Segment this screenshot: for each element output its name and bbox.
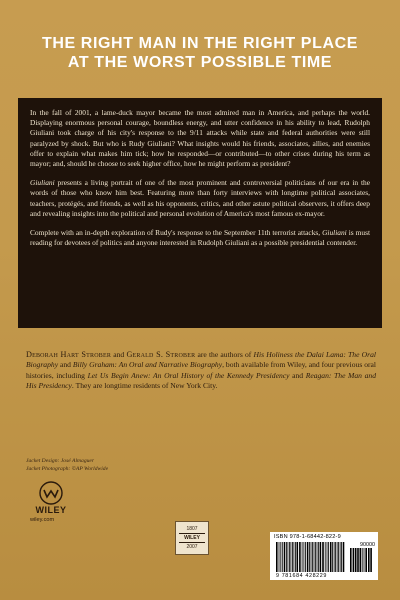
seal-year-end: 2007 [186, 544, 198, 550]
description-panel [18, 98, 382, 328]
barcode-stripe [280, 542, 281, 572]
bio-text: and [289, 370, 306, 380]
barcode-stripe [291, 542, 292, 572]
book-title: Reagan: The Man and His Presidency [26, 370, 376, 391]
barcode-stripe [304, 542, 305, 572]
barcode-stripe [299, 542, 301, 572]
price-code: 90000 [360, 542, 375, 548]
jacket-photo-credit: Jacket Photograph: ©AP Worldwide [26, 465, 109, 472]
bio-text: and [58, 360, 73, 370]
wiley-logo-icon [26, 481, 76, 515]
book-title: Giuliani [30, 178, 55, 188]
tagline [10, 34, 390, 72]
bio-text: are the authors of [195, 350, 254, 359]
barcode-stripe [337, 542, 338, 572]
barcode-stripe [314, 542, 315, 572]
barcode-stripe [322, 542, 324, 572]
barcode-stripe [350, 548, 352, 572]
seal-year-start: 1807 [186, 526, 198, 532]
barcode-stripe [360, 548, 362, 572]
author-bio [26, 350, 376, 392]
book-title: His Holiness the Dalai Lama: The Oral Biography [26, 350, 376, 370]
description-paragraph-3 [30, 228, 370, 248]
barcode-box [270, 532, 378, 580]
barcode-stripe [355, 548, 357, 572]
book-title: Giuliani [322, 228, 347, 238]
barcode-stripe [338, 542, 339, 572]
barcode-stripe [362, 548, 363, 572]
barcode-stripe [328, 542, 329, 572]
barcode-stripe [289, 542, 290, 572]
barcode-stripe [332, 542, 333, 572]
barcode-stripe [279, 542, 280, 572]
jacket-design-credit: Jacket Design: José Almaguer [26, 458, 95, 464]
barcode-stripe [311, 542, 312, 572]
bio-text: . They are longtime residents of New York City. [71, 381, 218, 391]
barcode-stripe [294, 542, 295, 572]
barcode-stripe [307, 542, 309, 572]
ean-number: 9 781684 428229 [276, 573, 327, 579]
barcode-stripe [327, 542, 328, 572]
ean-barcode-bars [276, 542, 346, 572]
barcode-stripe [365, 548, 367, 572]
barcode-stripe [320, 542, 322, 572]
book-title: Billy Graham: An Oral and Narrative Biography [72, 360, 223, 370]
barcode-stripe [315, 542, 316, 572]
barcode-stripe [288, 542, 289, 572]
description-paragraph-1: In the fall of 2001, a lame-duck mayor became the most admired man in America, and perhaps the world. Displaying enormous personal courage, boundless energy, and utter confidence in his ability to lead, Rudolph Giuliani took charge of his city's response to the 9/11 attacks while state and federal authorities were still paralyzed by shock. But who is Rudy Giuliani? What insights would his friends, associates, allies, and enemies offer to explain what makes him tick; how he responded—or contributed—to other crises during his term as mayor; and, should he choose to seek higher office, how he might perform as president? [30, 108, 370, 169]
barcode-stripe [297, 542, 299, 572]
seal-divider [179, 533, 205, 534]
barcode-stripe [302, 542, 303, 572]
barcode-stripe [341, 542, 342, 572]
description-text: Complete with an in-depth exploration of Rudy's response to the September 11th terrorist attacks, [30, 228, 323, 238]
seal-name: WILEY [184, 535, 200, 541]
barcode-stripe [318, 542, 319, 572]
barcode-stripe [370, 548, 372, 572]
barcode-stripe [334, 542, 335, 572]
barcode-stripe [325, 542, 326, 572]
seal-divider [179, 542, 205, 543]
isbn-text: ISBN 978-1-68442-822-9 [274, 534, 341, 540]
barcode-stripe [292, 542, 293, 572]
tagline-line-2: AT THE WORST POSSIBLE TIME [67, 54, 333, 71]
barcode-stripe [343, 542, 345, 572]
jacket-credits [26, 458, 226, 473]
author-name: Gerald S. Strober [126, 350, 196, 359]
bio-text: and [111, 350, 127, 359]
addon-barcode-bars [350, 548, 372, 572]
barcode-stripe [335, 542, 336, 572]
description-text: presents a living portrait of one of the most prominent and controversial politicians of our era in the words of those who know him best. Featuring more than forty interviews with longtime political associates, teachers, protégés, and friends, as well as his opponents, critics, and other astute political observers, it offers deep and revealing insights into the political and personal evolution of America's most famous ex-mayor. [30, 178, 370, 218]
tagline-line-1: THE RIGHT MAN IN THE RIGHT PLACE [41, 35, 359, 52]
barcode-stripe [309, 542, 310, 572]
description-paragraph-2 [30, 178, 370, 219]
barcode-stripe [330, 542, 332, 572]
barcode-stripe [317, 542, 318, 572]
barcode-stripe [295, 542, 296, 572]
publisher-url: wiley.com [30, 517, 55, 523]
author-name: Deborah Hart Strober [26, 350, 112, 359]
barcode-stripe [353, 548, 355, 572]
barcode-stripe [340, 542, 341, 572]
barcode-stripe [364, 548, 365, 572]
barcode-stripe [312, 542, 313, 572]
bicentennial-seal [175, 521, 209, 555]
barcode-stripe [284, 542, 286, 572]
description-text: is must reading for devotees of politics and anyone interested in Rudolph Giuliani as a possible presidential contender. [30, 228, 370, 248]
publisher-logo-block [26, 481, 86, 525]
barcode-stripe [286, 542, 287, 572]
book-title: Let Us Begin Anew: An Oral History of the Kennedy Presidency [87, 370, 290, 380]
wiley-logo-text: WILEY [35, 505, 67, 515]
barcode-stripe [282, 542, 283, 572]
barcode-stripe [357, 548, 359, 572]
barcode-stripe [368, 548, 370, 572]
barcode-stripe [305, 542, 306, 572]
barcode-stripe [276, 542, 278, 572]
bio-text: , both available from Wiley, and four previous oral histories, including [26, 360, 376, 380]
